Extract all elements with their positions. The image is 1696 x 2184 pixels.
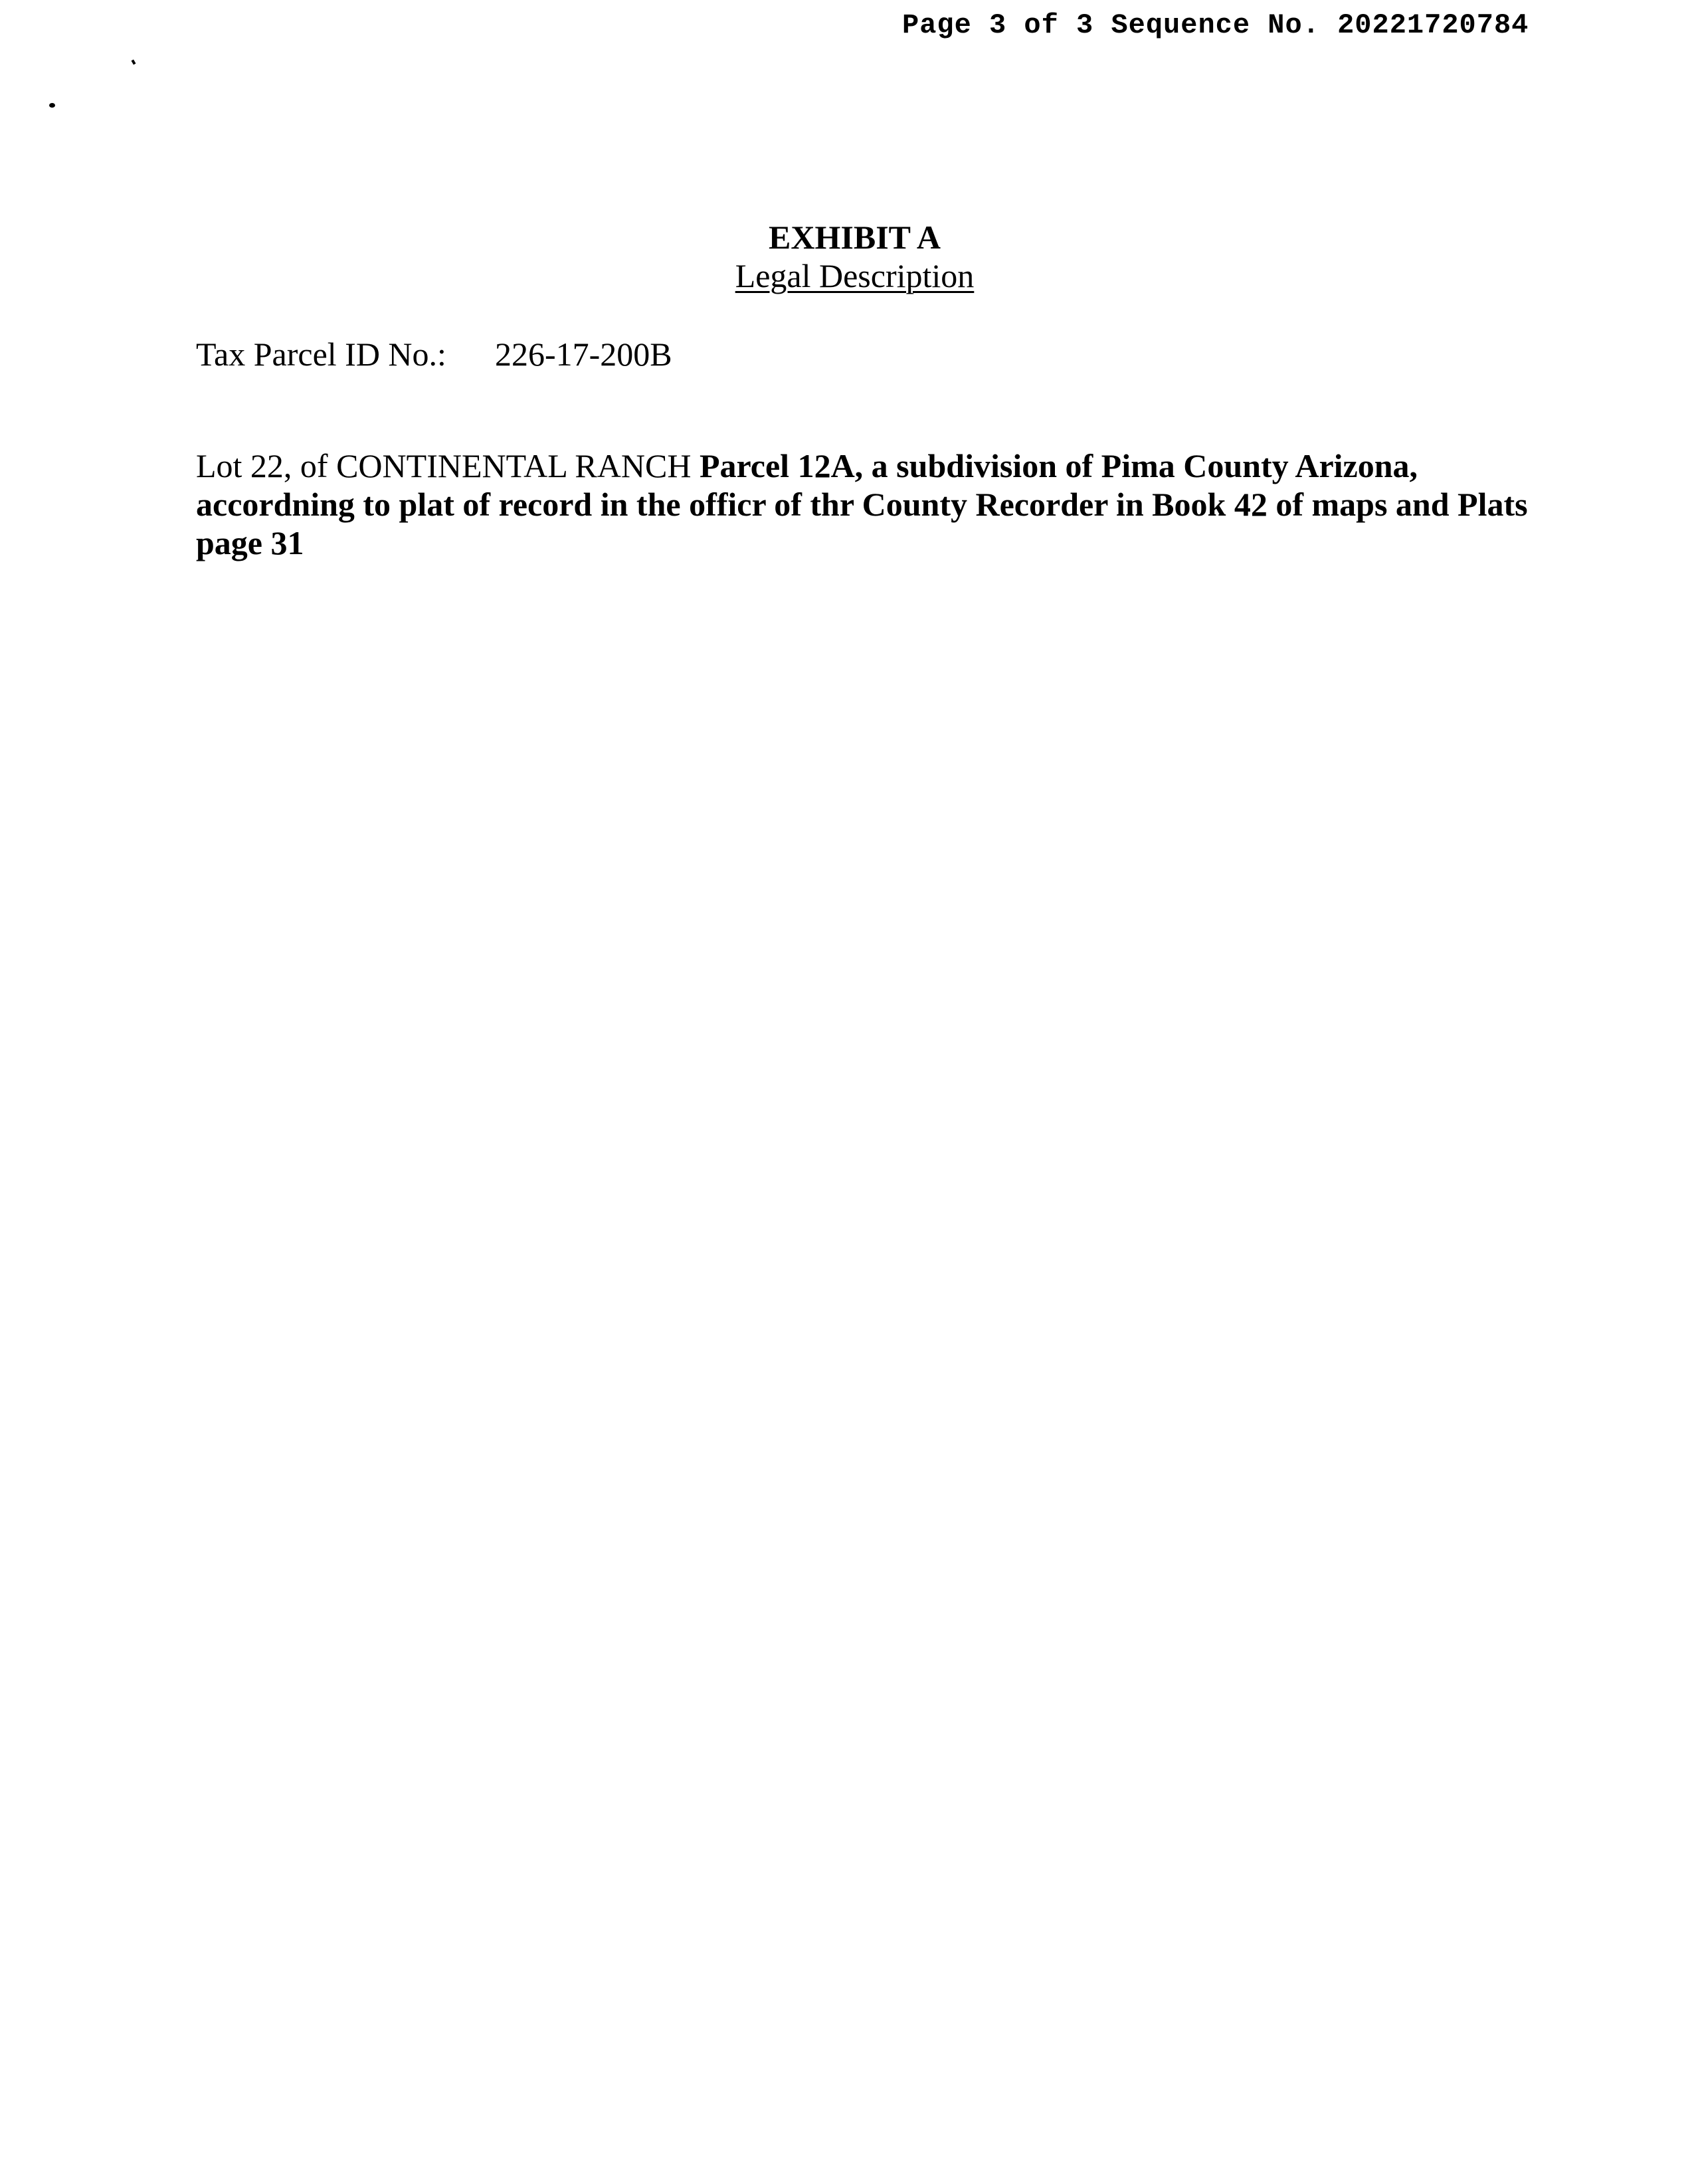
tax-parcel-value: 226-17-200B bbox=[495, 336, 672, 373]
tax-parcel-row bbox=[196, 334, 672, 374]
legal-description-line-2: accordning to plat of record in the officr of thr County Recorder in Book 42 of maps and Plats bbox=[196, 486, 1528, 523]
exhibit-heading bbox=[0, 218, 1696, 295]
scan-speck bbox=[49, 103, 55, 108]
legal-description-line-3: page 31 bbox=[196, 524, 304, 561]
legal-description-paragraph bbox=[196, 447, 1528, 562]
legal-description-line-1-plain: Lot 22, of CONTINENTAL RANCH bbox=[196, 447, 692, 484]
scan-speck bbox=[132, 59, 136, 64]
legal-description-line-1-bold: Parcel 12A, a subdivision of Pima County Arizona, bbox=[691, 447, 1418, 484]
page-sequence-stamp: Page 3 of 3 Sequence No. 20221720784 bbox=[902, 9, 1529, 41]
legal-description-line-1 bbox=[196, 447, 1525, 485]
tax-parcel-label: Tax Parcel ID No.: bbox=[196, 336, 446, 373]
exhibit-title: EXHIBIT A bbox=[769, 219, 941, 256]
exhibit-subtitle: Legal Description bbox=[735, 257, 975, 294]
